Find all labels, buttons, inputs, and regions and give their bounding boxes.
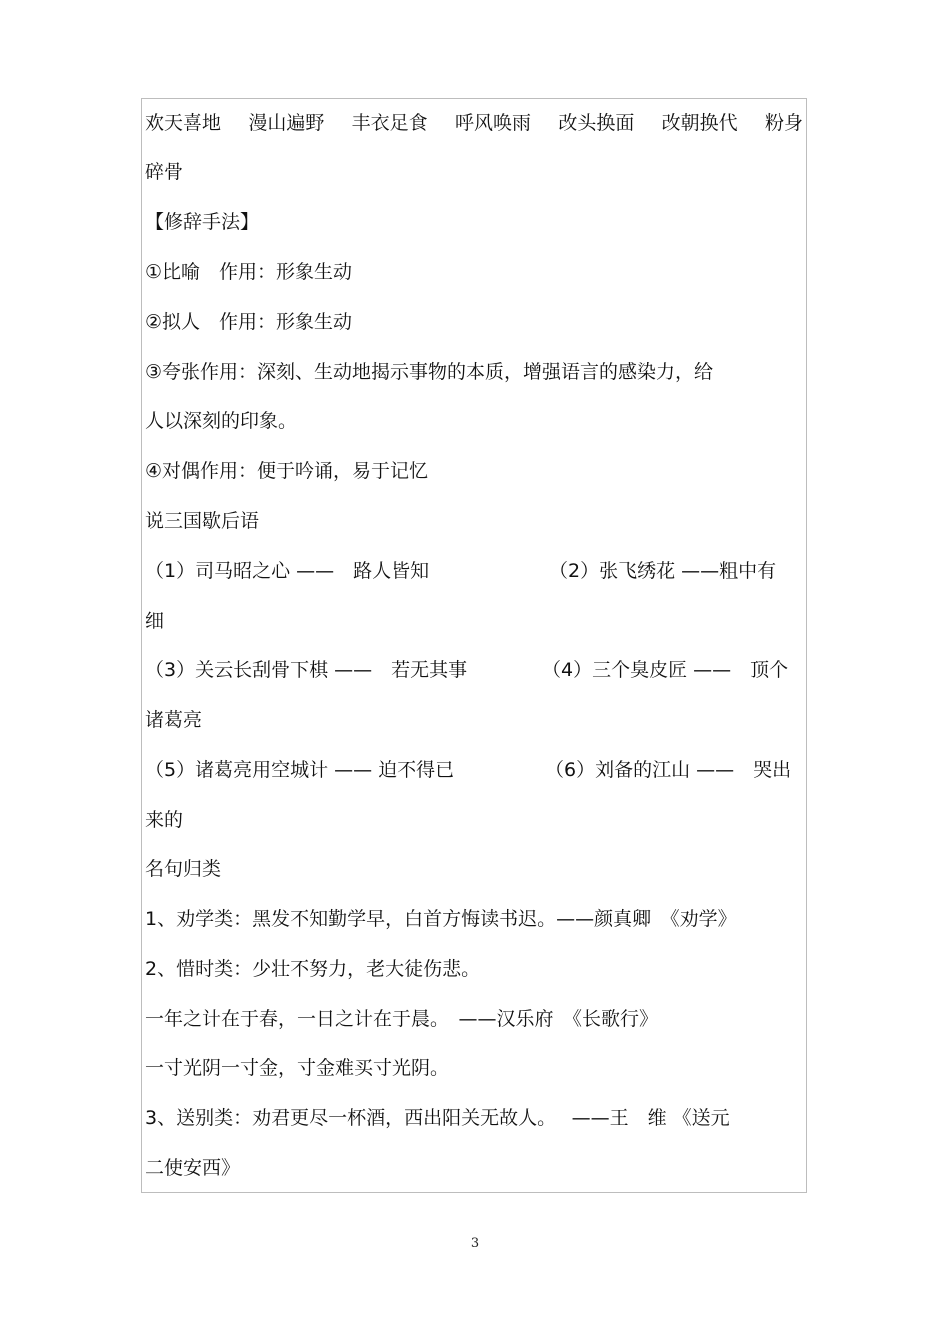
section-heading-xiehouyu: 说三国歇后语	[145, 510, 260, 532]
quote-line: 一年之计在于春，一日之计在于晨。 ——汉乐府 《长歌行》	[145, 1008, 659, 1030]
quote-line: 3、送别类：劝君更尽一杯酒，西出阳关无故人。 ——王 维 《送元	[145, 1107, 730, 1129]
rhetoric-item: ④对偶作用：便于吟诵，易于记忆	[145, 460, 429, 482]
page-number: 3	[470, 1236, 480, 1251]
idiom: 改朝换代	[661, 112, 738, 134]
xiehouyu-item: （4）三个臭皮匠 —— 顶个	[542, 659, 789, 681]
quote-line: 2、惜时类：少壮不努力，老大徒伤悲。	[145, 958, 481, 980]
section-heading-quotes: 名句归类	[145, 858, 222, 880]
idiom: 丰衣足食	[351, 112, 428, 134]
xiehouyu-item: （2）张飞绣花 ——粗中有	[549, 560, 777, 582]
rhetoric-item: ①比喻 作用：形象生动	[145, 261, 353, 283]
idiom: 欢天喜地	[145, 112, 222, 134]
idiom-row	[145, 111, 803, 135]
xiehouyu-item-continuation: 来的	[145, 809, 184, 831]
rhetoric-item-continuation: 人以深刻的印象。	[145, 410, 298, 432]
section-heading-rhetoric: 【修辞手法】	[145, 211, 260, 233]
idiom-continuation: 碎骨	[145, 161, 184, 183]
xiehouyu-item: （6）刘备的江山 —— 哭出	[545, 759, 792, 781]
rhetoric-item: ③夸张作用：深刻、生动地揭示事物的本质，增强语言的感染力，给	[145, 361, 714, 383]
idiom: 粉身	[764, 112, 803, 134]
quote-line-continuation: 二使安西》	[145, 1157, 241, 1179]
xiehouyu-item: （1）司马昭之心 —— 路人皆知	[145, 560, 430, 582]
quote-line: 一寸光阴一寸金，寸金难买寸光阴。	[145, 1057, 450, 1079]
quote-line: 1、劝学类：黑发不知勤学早，白首方悔读书迟。——颜真卿 《劝学》	[145, 908, 737, 930]
xiehouyu-item: （3）关云长刮骨下棋 —— 若无其事	[145, 659, 468, 681]
rhetoric-item: ②拟人 作用：形象生动	[145, 311, 353, 333]
idiom: 呼风唤雨	[454, 112, 531, 134]
idiom: 改头换面	[558, 112, 635, 134]
xiehouyu-item: （5）诸葛亮用空城计 —— 迫不得已	[145, 759, 455, 781]
xiehouyu-item-continuation: 诸葛亮	[145, 709, 203, 731]
idiom: 漫山遍野	[248, 112, 325, 134]
xiehouyu-item-continuation: 细	[145, 610, 165, 632]
